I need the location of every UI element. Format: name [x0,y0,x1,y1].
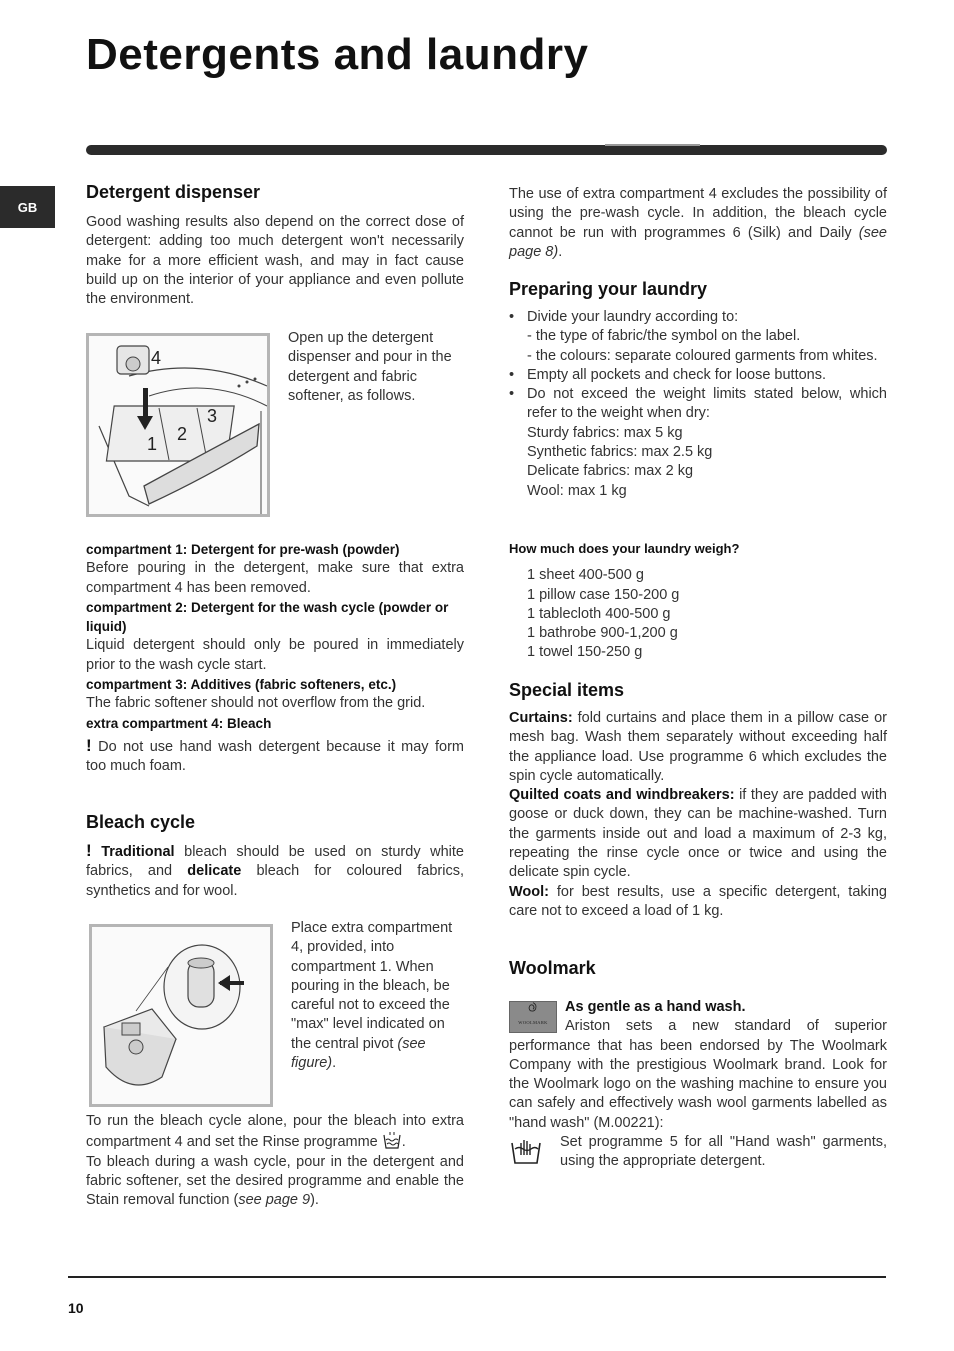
weigh-item: 1 tablecloth 400-500 g [527,605,671,622]
wool-text [509,883,887,922]
weight-limit: Sturdy fabrics: max 5 kg [527,424,683,441]
extra-text-body: The use of extra compartment 4 excludes the possibility of using the pre-wash cycle. In addition, the bleach cycle cannot be run with programmes 6 (Silk) and Daily [509,186,887,241]
weight-limit: Wool: max 1 kg [527,482,627,499]
woolmark-heading: Woolmark [509,958,596,978]
bleach-alone-body: To run the bleach cycle alone, pour the bleach into extra compartment 4 and set the Rinse programme [86,1113,464,1151]
dispenser-section [86,181,464,309]
bleach-drawing [92,927,270,1104]
bleach-figure [89,924,273,1107]
bleach-section [86,811,464,901]
fig1-label-1: 1 [147,434,158,454]
prep-sub-2: - the colours: separate coloured garments from whites. [527,347,878,364]
bleach-caption-end: . [332,1055,337,1072]
hand-wash-warning [86,736,464,777]
woolmark-swirl-icon [525,1002,541,1013]
bleach-heading: Bleach cycle [86,812,196,832]
wool-body: for best results, use a specific detergent, taking care not to exceed a load of 1 kg. [509,883,887,919]
see-page-9-ref: see page 9 [238,1192,311,1209]
list-item [509,385,887,501]
bleach-figure-caption [291,919,466,1073]
woolmark-body: Ariston sets a new standard of superior performance that has been endorsed by The Woolmark Company with the prestigious Woolmark brand. Look for the Woolmark logo on the washing machine to ensure you can safely and effectively wash wool garments labelled as "hand wash" (M.00221): [509,1018,887,1131]
quilted-text [509,786,887,882]
fig1-label-3: 3 [207,406,218,426]
compartment-3-text: The fabric softener should not overflow from the grid. [86,695,426,712]
prep-sub-1: - the type of fabric/the symbol on the label. [527,328,801,345]
woolmark-tagline: As gentle as a hand wash. [565,999,746,1015]
bleach-instructions [86,1112,464,1210]
weight-limit: Delicate fabrics: max 2 kg [527,463,694,480]
list-item [509,308,887,366]
page-title: Detergents and laundry [86,30,589,79]
woolmark-section [509,957,887,1172]
wool-label: Wool: [509,883,549,900]
compartment-3-title: compartment 3: Additives (fabric softeners, etc.) [86,677,397,693]
woolmark-block [509,998,887,1172]
curtains-text [509,709,887,786]
preparing-list [509,308,887,501]
rinse-icon [382,1131,402,1149]
bleach-alone-text [86,1112,464,1153]
traditional-label: Traditional [101,844,175,860]
bleach-during-wash-text [86,1153,464,1211]
preparing-section [509,278,887,501]
woolmark-logo-text: WOOLMARK [518,1019,548,1025]
title-rule-notch [605,144,700,146]
list-item: • Empty all pockets and check for loose buttons. [509,366,887,385]
language-tab: GB [0,186,55,228]
bleach-intro [86,841,464,901]
bleach-intro-text-1: bleach should be used on sturdy white fabrics, and [86,844,464,880]
page-number: 10 [68,1300,84,1316]
weigh-item: 1 sheet 400-500 g [527,567,644,584]
bleach-during-end: ). [310,1192,319,1209]
footer-rule [68,1276,886,1278]
compartment-4-title: extra compartment 4: Bleach [86,715,272,731]
bleach-alone-end: . [401,1134,406,1151]
bleach-caption-text: Place extra compartment 4, provided, into compartment 1. When pouring in the bleach, be careful not to exceed the "max" level indicated on the central pivot [291,920,453,1052]
prep-item-3: • Do not exceed the weight limits stated below, which refer to the weight when dry: [527,386,887,422]
woolmark-text [509,1017,887,1133]
bleach-warning-mark: ! [86,841,92,860]
compartment-2-title: compartment 2: Detergent for the wash cycle (powder or liquid) [86,599,449,635]
dispenser-drawing [89,336,267,514]
dispenser-heading: Detergent dispenser [86,182,261,202]
special-items-section [509,679,887,921]
extra-compartment-note [509,185,887,262]
weigh-heading: How much does your laundry weigh? [509,541,740,556]
warning-text: Do not use hand wash detergent because it may form too much foam. [86,738,464,775]
extra-compartment-text [509,185,887,262]
preparing-heading: Preparing your laundry [509,279,708,299]
dispenser-intro: Good washing results also depend on the correct dose of detergent: adding too much detergent won't necessarily make for a more efficient wash, and may in fact cause build up on the interior of your appliance and even pollute the environment. [86,214,464,308]
quilted-body: if they are padded with goose or duck down, they can be machine-washed. Turn the garments inside out and load a maximum of 2-3 kg, repeating the rinse cycle once or twice and using the delicate spin cycle. [509,787,887,881]
weigh-item: 1 towel 150-250 g [527,644,643,661]
special-items-heading: Special items [509,680,625,700]
hand-wash-icon [509,1135,543,1165]
compartments-section [86,540,464,777]
handwash-text: Set programme 5 for all "Hand wash" garments, using the appropriate detergent. [560,1134,887,1170]
bleach-during-body: To bleach during a wash cycle, pour in the detergent and fabric softener, set the desired programme and enable the Stain removal function ( [86,1153,464,1209]
bleach-intro-text-2: bleach for coloured fabrics, synthetics and for wool. [86,863,464,899]
curtains-label: Curtains: [509,710,573,726]
prep-item-1: • Divide your laundry according to: [527,309,739,325]
dispenser-figure [86,333,270,517]
compartment-1-text: Before pouring in the detergent, make sure that extra compartment 4 has been removed. [86,560,464,596]
see-figure-ref: (see figure) [291,1035,426,1072]
weigh-list [509,566,887,662]
woolmark-logo [509,1001,557,1033]
dispenser-figure-caption: Open up the detergent dispenser and pour in the detergent and fabric softener, as follows. [288,330,452,404]
fig1-label-4: 4 [151,348,162,368]
weight-limit: Synthetic fabrics: max 2.5 kg [527,444,713,461]
extra-text-end: . [558,243,563,260]
fig1-label-2: 2 [177,424,188,444]
title-rule [86,145,887,155]
warning-mark: ! [86,735,92,755]
quilted-label: Quilted coats and windbreakers: [509,787,735,804]
compartment-2-text: Liquid detergent should only be poured in immediately prior to the wash cycle start. [86,637,464,673]
weigh-item: 1 bathrobe 900-1,200 g [527,625,678,642]
weigh-item: 1 pillow case 150-200 g [527,586,680,603]
see-page-8-ref: (see page 8) [509,224,887,260]
delicate-label: delicate [187,863,242,880]
curtains-body: fold curtains and place them in a pillow case or mesh bag. Wash them separately without exceeding half the appliance load. Use programme 6 which excludes the spin cycle automatically. [509,710,887,784]
weigh-section [509,539,887,663]
compartment-1-title: compartment 1: Detergent for pre-wash (powder) [86,542,400,557]
handwash-note [509,1133,887,1172]
